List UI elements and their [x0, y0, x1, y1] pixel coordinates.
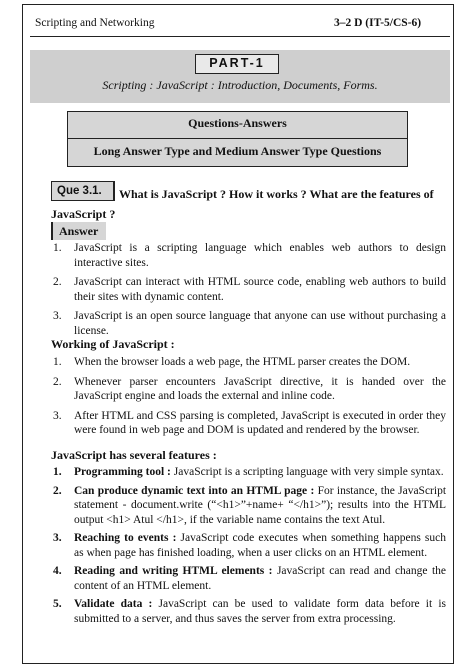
item-number: 1.: [53, 466, 62, 478]
features-list: [51, 465, 446, 626]
item-number: 2.: [53, 484, 62, 497]
item-title: Reaching to events :: [74, 532, 177, 544]
item-text: When the browser loads a web page, the HTML parser creates the DOM.: [74, 356, 411, 368]
item-number: 1.: [53, 242, 62, 254]
list-item: [51, 597, 446, 626]
item-text: JavaScript can be used to validate form data before it is submitted to a server, and thus saves the server from extra processing.: [74, 598, 447, 625]
answer-label: Answer: [51, 222, 106, 240]
list-item: [51, 409, 446, 438]
list-item: [51, 309, 446, 338]
item-number: 1.: [53, 356, 62, 368]
header-rule: [30, 36, 450, 37]
part-subtitle: Scripting : JavaScript : Introduction, Documents, Forms.: [102, 78, 378, 92]
list-item: [51, 564, 446, 593]
list-item: [51, 465, 446, 480]
part-label: PART-1: [195, 54, 279, 74]
item-number: 2.: [53, 375, 62, 388]
item-number: 4.: [53, 565, 62, 577]
item-text: JavaScript can interact with HTML source code, enabling web authors to build their sites with dynamic content.: [74, 276, 446, 303]
list-item: [51, 531, 446, 560]
item-text: Whenever parser encounters JavaScript directive, it is handed over the JavaScript engine and loads the external and inline code.: [74, 375, 446, 402]
item-title: Reading and writing HTML elements :: [74, 565, 273, 577]
qa-subtitle: Long Answer Type and Medium Answer Type Questions: [93, 144, 382, 158]
list-item: [51, 275, 446, 304]
item-title: Can produce dynamic text into an HTML page :: [74, 484, 315, 497]
question-label: Que 3.1.: [51, 181, 113, 201]
working-heading: Working of JavaScript :: [51, 337, 175, 351]
features-heading: JavaScript has several features :: [51, 448, 217, 462]
item-text: For instance, the JavaScript statement - document.write (“<h1>”+name+ “</h1>”); results into the HTML output <h1> Atul </h1>, if the variable name contains the text Atul.: [74, 484, 447, 526]
list-item: [51, 484, 446, 528]
item-number: 3.: [53, 310, 62, 322]
item-text: JavaScript is an open source language that anyone can use without purchasing a license.: [74, 310, 446, 337]
item-number: 5.: [53, 598, 62, 610]
item-title: Validate data :: [74, 598, 153, 610]
item-number: 3.: [53, 532, 62, 544]
item-title: Programming tool :: [74, 466, 171, 478]
running-header-left: Scripting and Networking: [35, 17, 155, 29]
item-text: JavaScript code executes when something happens such as when page has finished loading, when a user clicks on an HTML element.: [74, 532, 446, 559]
qa-box: [67, 111, 408, 167]
running-header-right: 3–2 D (IT-5/CS-6): [334, 17, 422, 29]
question-text: What is JavaScript ? How it works ? What are the features of JavaScript ?: [51, 187, 434, 221]
item-text: JavaScript is a scripting language which enables web authors to design interactive sites.: [74, 242, 446, 269]
item-text: JavaScript can read and change the content of an HTML element.: [74, 565, 446, 592]
item-text: JavaScript is a scripting language with very simple syntax.: [173, 466, 444, 478]
list-item: [51, 241, 446, 270]
item-text: After HTML and CSS parsing is completed, JavaScript is executed in order they were found in web page and DOM is updated and rendered by the browser.: [74, 409, 446, 436]
answer-list: [51, 241, 446, 338]
item-number: 2.: [53, 276, 62, 288]
list-item: [51, 355, 446, 370]
list-item: [51, 375, 446, 404]
item-number: 3.: [53, 409, 62, 422]
working-list: [51, 355, 446, 438]
qa-divider: [68, 138, 407, 139]
qa-title: Questions-Answers: [188, 116, 287, 130]
